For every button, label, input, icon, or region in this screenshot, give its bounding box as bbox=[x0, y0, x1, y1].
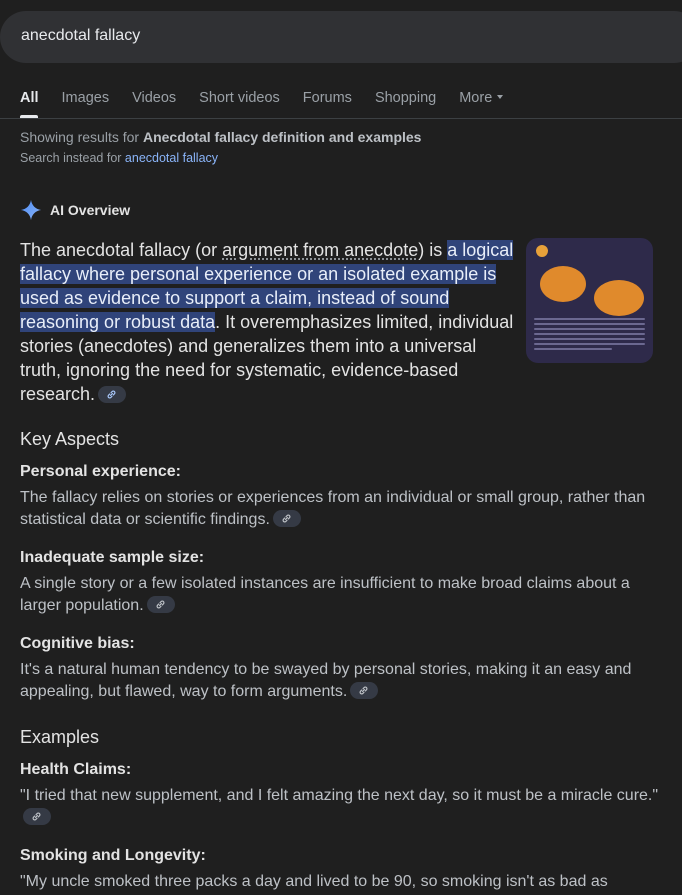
intro-part-c: . It overemphasizes limited, individual stories (anecdotes) and generalizes them into a universal truth, ignoring the need for systematic, evidence-based research. bbox=[20, 312, 514, 404]
tab-all[interactable]: All bbox=[20, 90, 39, 106]
caret-down-icon bbox=[497, 95, 503, 99]
thumbnail-logo-icon bbox=[536, 245, 548, 257]
example-text: "My uncle smoked three packs a day and lived to be 90, so smoking isn't as bad as bbox=[20, 873, 608, 890]
source-link-chip[interactable] bbox=[147, 596, 175, 613]
ai-overview-title: AI Overview bbox=[50, 202, 131, 218]
search-instead bbox=[20, 151, 218, 165]
aspect-text bbox=[20, 487, 660, 531]
tab-videos[interactable]: Videos bbox=[132, 90, 177, 106]
speech-bubble-icon bbox=[594, 280, 644, 316]
link-icon bbox=[106, 389, 117, 400]
tab-shopping[interactable]: Shopping bbox=[374, 90, 437, 106]
search-tabs bbox=[20, 88, 526, 108]
aspect-text bbox=[20, 659, 660, 703]
link-icon bbox=[155, 599, 166, 610]
source-link-chip[interactable] bbox=[23, 808, 51, 825]
intro-part-b: ) is bbox=[418, 240, 448, 260]
example-text bbox=[20, 785, 660, 829]
link-icon bbox=[358, 685, 369, 696]
tab-images[interactable]: Images bbox=[61, 90, 110, 106]
highlighted-definition: a logical fallacy where personal experience or an isolated example is used as evidence to support a claim, instead of sound reasoning or robust data bbox=[20, 240, 514, 332]
tab-more[interactable] bbox=[459, 88, 503, 108]
aspect-text bbox=[20, 573, 660, 617]
instead-prefix: Search instead for bbox=[20, 151, 125, 165]
argument-from-anecdote-link[interactable]: argument from anecdote bbox=[222, 240, 419, 260]
source-link-chip[interactable] bbox=[273, 510, 301, 527]
aspect-text-body: The fallacy relies on stories or experiences from an individual or small group, rather than statistical data or scientific findings. bbox=[20, 489, 646, 528]
source-link-chip[interactable] bbox=[350, 682, 378, 699]
search-instead-link[interactable]: anecdotal fallacy bbox=[124, 151, 219, 165]
aspect-title: Personal experience: bbox=[20, 463, 181, 480]
ai-overview-header bbox=[20, 199, 130, 221]
aspect-text-body: A single story or a few isolated instances are insufficient to make broad claims about a larger population. bbox=[20, 575, 630, 614]
corrected-query[interactable]: Anecdotal fallacy definition and examples bbox=[142, 129, 422, 145]
tab-short-videos[interactable]: Short videos bbox=[199, 90, 280, 106]
tab-forums[interactable]: Forums bbox=[302, 90, 352, 106]
gemini-sparkle-icon bbox=[20, 199, 42, 221]
tab-more-label: More bbox=[459, 90, 493, 106]
aspect-title: Cognitive bias: bbox=[20, 635, 135, 652]
example-title: Health Claims: bbox=[20, 761, 132, 778]
thumbnail-text-lines bbox=[534, 318, 645, 353]
example-title: Smoking and Longevity: bbox=[20, 847, 206, 864]
search-input[interactable]: anecdotal fallacy bbox=[21, 27, 141, 44]
intro-part-a: The anecdotal fallacy (or bbox=[20, 240, 223, 260]
link-icon bbox=[281, 513, 292, 524]
aspect-text-body: It's a natural human tendency to be swayed by personal stories, making it an easy and appealing, but flawed, way to form arguments. bbox=[20, 661, 632, 700]
link-icon bbox=[31, 811, 42, 822]
showing-results-for bbox=[20, 129, 421, 145]
examples-heading: Examples bbox=[20, 727, 100, 747]
showing-prefix: Showing results for bbox=[20, 129, 143, 145]
ai-overview-intro bbox=[20, 238, 516, 406]
tabs-divider bbox=[0, 118, 682, 119]
speech-bubble-icon bbox=[540, 266, 586, 302]
source-thumbnail[interactable] bbox=[526, 238, 653, 363]
key-aspects-heading: Key Aspects bbox=[20, 429, 120, 449]
example-text-body: "I tried that new supplement, and I felt amazing the next day, so it must be a miracle cure." bbox=[20, 787, 659, 804]
source-link-chip[interactable] bbox=[98, 386, 126, 403]
aspect-title: Inadequate sample size: bbox=[20, 549, 205, 566]
